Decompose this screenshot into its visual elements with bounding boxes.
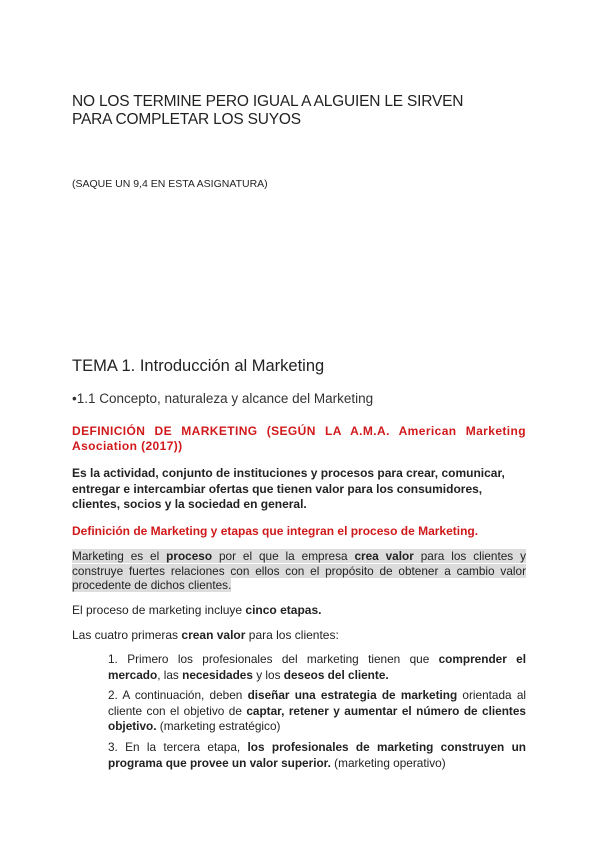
- step1-bold-3: deseos del cliente.: [283, 667, 389, 682]
- list-item: [108, 652, 526, 683]
- step1-text-1: 1. Primero los profesionales del marketing tienen que: [108, 652, 439, 666]
- hl-seg-1: Marketing es el: [72, 549, 167, 563]
- highlighted-paragraph: [72, 549, 526, 593]
- step3-text-2: (marketing operativo): [330, 755, 446, 770]
- step1-text-3: y los: [252, 667, 284, 682]
- process-text: El proceso de marketing incluye: [72, 603, 246, 617]
- step1-bold-2: necesidades: [182, 667, 253, 682]
- process-paragraph: [72, 603, 321, 617]
- definition-body: Es la actividad, conjunto de instituciones y procesos para crear, comunicar, entregar e intercambiar ofertas que tienen valor para los consumidores, clientes, socios y la sociedad en general.: [72, 466, 505, 511]
- topic-title: TEMA 1. Introducción al Marketing: [72, 357, 325, 375]
- subtopic-title: •1.1 Concepto, naturaleza y alcance del Marketing: [72, 391, 374, 406]
- step3-text-1: 3. En la tercera etapa,: [108, 740, 248, 754]
- intro-note: [72, 93, 542, 129]
- step1-bold-1: comprender el mercado: [108, 652, 527, 682]
- hl-seg-4: crea valor: [354, 549, 414, 563]
- step2-bold-1: diseñar una estrategia de marketing: [247, 688, 458, 702]
- grade-note: (SAQUE UN 9,4 EN ESTA ASIGNATURA): [72, 178, 268, 190]
- step2-text-1: 2. A continuación, deben: [108, 688, 248, 702]
- definition-heading: DEFINICIÓN DE MARKETING (SEGÚN LA A.M.A. American Marketing Asociation (2017)): [72, 424, 526, 453]
- first-four-text-a: Las cuatro primeras: [72, 628, 182, 642]
- first-four-text-c: para los clientes:: [245, 628, 339, 642]
- hl-seg-3: por el que la empresa: [212, 549, 355, 563]
- list-item: [108, 688, 526, 735]
- first-four-bold: crean valor: [181, 628, 246, 642]
- hl-seg-5: para los clientes y construye fuertes relaciones con ellos con el propósito de obtener a cambio valor procedente de dichos clientes.: [72, 549, 526, 592]
- process-bold: cinco etapas.: [245, 603, 322, 617]
- step2-text-2: orientada al cliente con el objetivo de: [108, 688, 527, 718]
- intro-line-1: NO LOS TERMINE PERO IGUAL A ALGUIEN LE SIRVEN: [72, 93, 464, 110]
- hl-seg-2: proceso: [166, 549, 213, 563]
- step2-text-3: (marketing estratégico): [156, 719, 281, 733]
- step3-bold-1: los profesionales de marketing construyen un programa que provee un valor superior.: [108, 740, 526, 770]
- step1-text-2: , las: [157, 667, 183, 682]
- definition-stages-heading: Definición de Marketing y etapas que integran el proceso de Marketing.: [72, 524, 479, 538]
- first-four-paragraph: [72, 628, 339, 642]
- list-item: [108, 740, 526, 771]
- step2-bold-2: captar, retener y aumentar el número de clientes objetivo.: [108, 703, 526, 733]
- intro-line-2: PARA COMPLETAR LOS SUYOS: [72, 111, 301, 128]
